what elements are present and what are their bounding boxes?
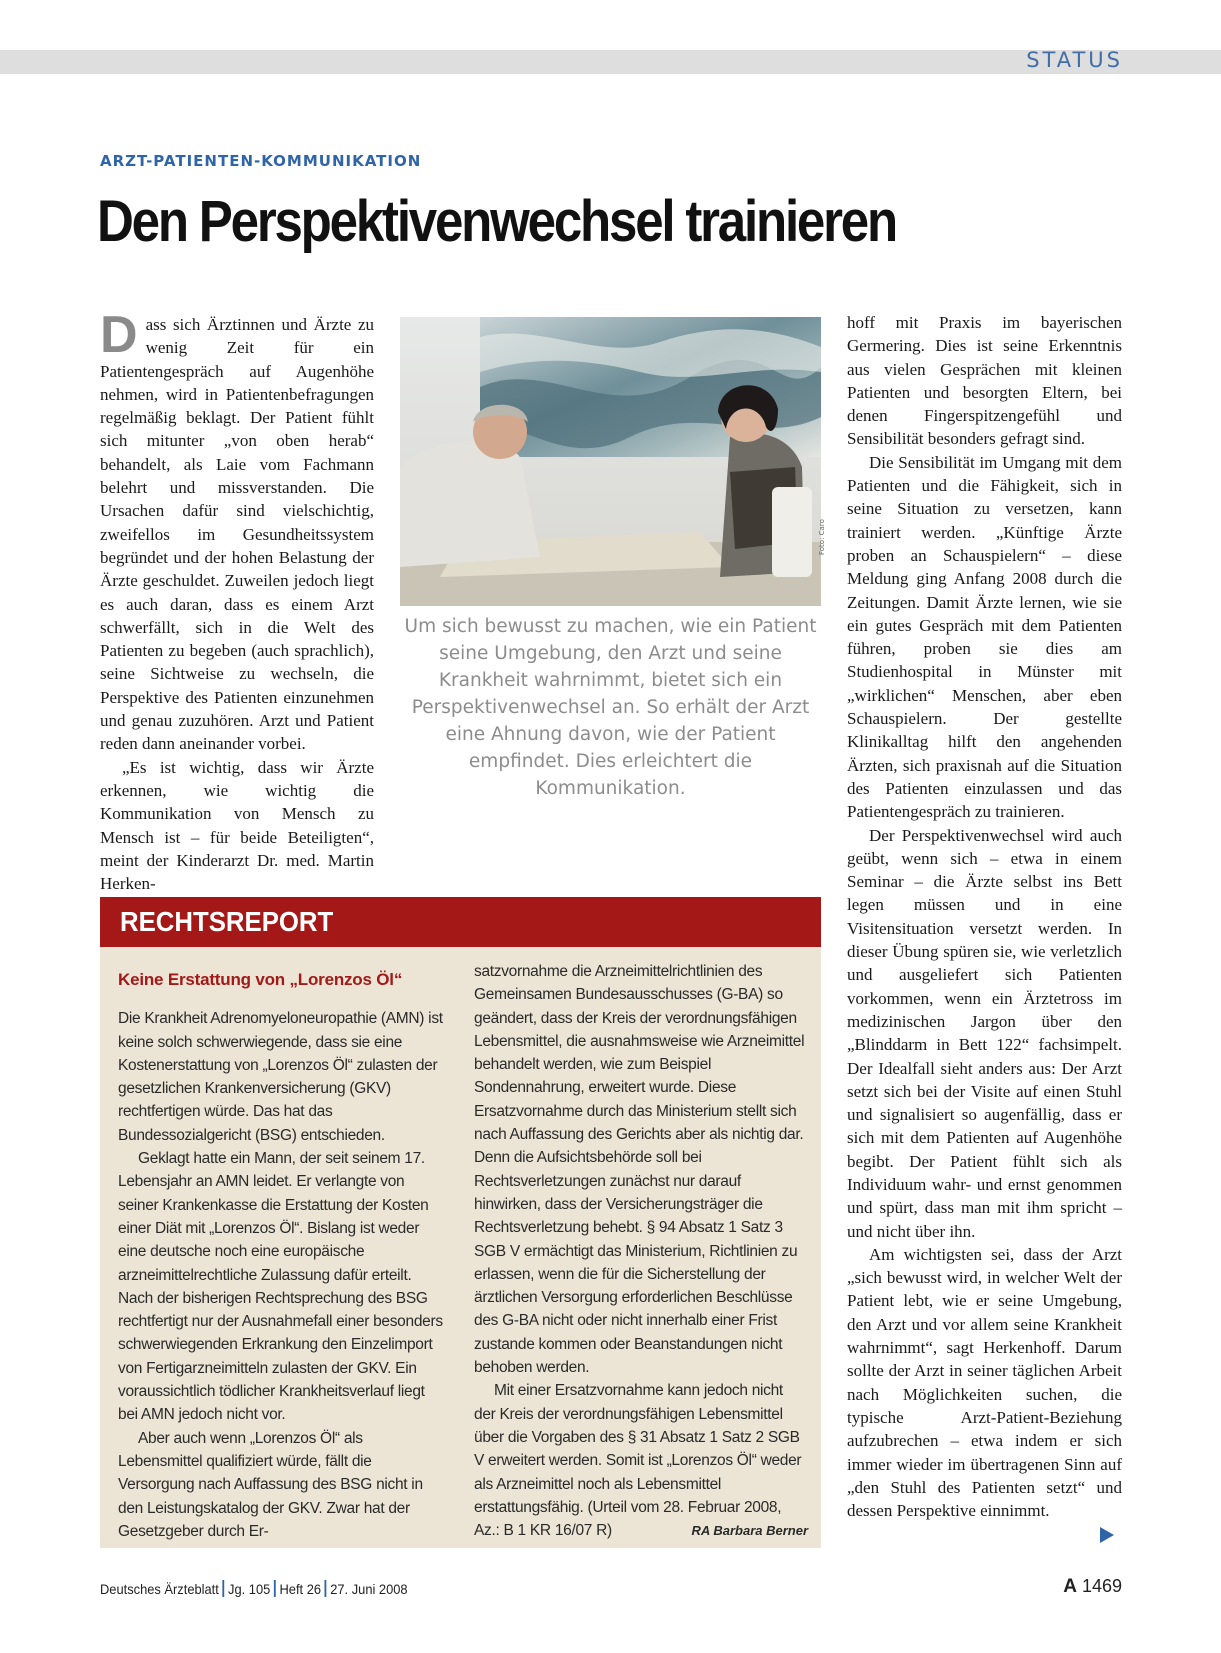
article-paragraph: Die Sensibilität im Umgang mit dem Patienten und die Fähigkeit, sich in seine Situation zu versetzen, kann trainiert werden. „Künftige Ärzte proben an Schauspielern“ – diese Meldung ging Anfang 2008 durch die Zeitungen. Damit Ärzte lernen, wie sie ein gutes Gespräch mit dem Patienten führen, proben sie dies am Studienhospital in Münster mit „wirklichen“ Menschen, aber eben Schauspielern. Der gestellte Klinikalltag hilft den angehenden Ärzten, sich praxisnah auf die Situation des Patienten einzulassen und das Patientengespräch zu trainieren. <box>847 452 1122 822</box>
article-paragraph: Am wichtigsten sei, dass der Arzt „sich bewusst wird, in welcher Welt der Patient lebt, wie er seine Umgebung, den Arzt und vor allem seine Krankheit wahrnimmt“, sagt Herkenhoff. Darum sollte der Arzt in seiner täglichen Arbeit nach Möglichkeiten suchen, die typische Arzt-Patient-Beziehung aufzubrechen – etwa indem er sich immer wieder im übertragenen Sinn auf „den Stuhl des Patienten setzt“ und dessen Perspektive einnimmt. <box>847 1244 1122 1521</box>
issue: Heft 26 <box>279 1581 322 1597</box>
footer-separator <box>223 1580 225 1597</box>
volume: Jg. 105 <box>228 1581 271 1597</box>
article-paragraph: hoff mit Praxis im bayerischen Germering. Dies ist seine Erkenntnis aus vielen Gesprächen mit kleinen Patienten und besorgten Eltern, bei denen Fingerspitzengefühl und Sensibilität besonders gefragt sind. <box>847 313 1122 449</box>
article-headline: Den Perspektivenwechsel trainieren <box>97 189 896 254</box>
article-paragraph: Dass sich Ärztinnen und Ärzte zu wenig Zeit für ein Patientengespräch auf Augenhöhe nehmen, wird in Patientenbefragungen regelmäßig beklagt. Der Patient fühlt sich mitunter „von oben herab“ behandelt, als Laie vom Fachmann belehrt und missverstanden. Die Ursachen dafür sind vielschichtig, zweifellos im Gesundheitssystem begründet und der hohen Belastung der Ärzte geschuldet. Zuweilen jedoch liegt es auch daran, dass es einem Arzt schwerfällt, sich in die Welt des Patienten zu begeben (auch sprachlich), seine Sichtweise zu wechseln, die Perspektive des Patienten einzunehmen und genau zuzuhören. Arzt und Patient reden dann aneinander vorbei. <box>100 306 374 754</box>
rechtsreport-paragraph: Geklagt hatte ein Mann, der seit seinem 17. Lebensjahr an AMN leidet. Er verlangte von seiner Krankenkasse die Erstattung der Kosten einer Diät mit „Lorenzos Öl“. Bislang ist weder eine deutsche noch eine europäische arzneimittelrechtliche Zulassung dafür erteilt. Nach der bisherigen Rechtsprechung des BSG rechtfertigt nur der Ausnahmefall einer besonders schwerwiegenden Erkrankung den Einzelimport von Fertigarzneimitteln zulasten der GKV. Ein voraussichtlich tödlicher Krankheitsverlauf liegt bei AMN jedoch nicht vor. <box>118 1150 443 1424</box>
article-photo <box>400 317 821 606</box>
rechtsreport-paragraph: Die Krankheit Adrenomyeloneuropathie (AMN) ist keine solch schwerwiegende, dass sie eine Kostenerstattung von „Lorenzos Öl“ zulasten der gesetzlichen Krankenversicherung (GKV) rechtfertigen würde. Das hat das Bundessozialgericht (BSG) entschieden. <box>118 1010 443 1144</box>
rechtsreport-title: RECHTSREPORT <box>120 906 334 937</box>
rechtsreport-paragraph: Mit einer Ersatzvornahme kann jedoch nicht der Kreis der verordnungsfähigen Lebensmittel über die Vorgaben des § 31 Absatz 1 Satz 2 SGB V erweitert werden. Somit ist „Lorenzos Öl“ weder als Arzneimittel noch als Lebensmittel erstattungsfähig. (Urteil vom 28. Februar 2008, Az.: B 1 KR 16/07 R) RA Barbara Berner <box>474 1379 808 1542</box>
rechtsreport-right-column <box>474 960 808 1542</box>
doctor-patient-photo-image <box>400 317 821 606</box>
publication-name: Deutsches Ärzteblatt <box>100 1581 219 1597</box>
section-label: STATUS <box>1026 48 1123 72</box>
article-paragraph: „Es ist wichtig, dass wir Ärzte erkennen, wie wichtig die Kommunikation von Mensch zu Mensch ist – für beide Beteiligten“, meint der Kinderarzt Dr. med. Martin Herken- <box>100 757 374 894</box>
drop-cap: D <box>100 306 138 364</box>
continue-arrow-icon <box>1100 1527 1114 1543</box>
photo-credit: Foto: Caro <box>818 519 826 555</box>
page-number <box>1063 1576 1122 1598</box>
article-kicker: ARZT-PATIENTEN-KOMMUNIKATION <box>100 152 422 170</box>
rechtsreport-paragraph: satzvornahme die Arzneimittelrichtlinien des Gemeinsamen Bundesausschusses (G-BA) so geändert, dass der Kreis der verordnungsfähigen Lebensmittel, die ausnahmsweise wie Arzneimittel behandelt werden, wie zum Beispiel Sondennahrung, erweitert wurde. Diese Ersatzvornahme durch das Ministerium stellt sich nach Auffassung des Gerichts aber als nichtig dar. Denn die Aufsichtsbehörde soll bei Rechtsverletzungen zunächst nur darauf hinwirken, dass der Versicherungsträger die Rechtsverletzung behebt. § 94 Absatz 1 Satz 3 SGB V ermächtigt das Ministerium, Richtlinien zu erlassen, wenn die für die Sicherstellung der ärztlichen Versorgung erforderlichen Beschlüsse des G-BA nicht oder nicht innerhalb einer Frist zustande kommen oder Beanstandungen nicht behoben werden. <box>474 963 805 1377</box>
article-paragraph: Der Perspektivenwechsel wird auch geübt, wenn sich – etwa in einem Seminar – die Ärzte selbst ins Bett legen müssen und in eine Visitensituation versetzt werden. In dieser Übung spüren sie, wie verletzlich und ausgeliefert sich Patienten vorkommen, wenn ein Ärztetross im medizinischen Jargon über den „Blinddarm in Bett 122“ fachsimpelt. Der Idealfall sieht anders aus: Der Arzt setzt sich bei der Visite auf einen Stuhl und signalisiert so augenfällig, dass er sich mit dem Patienten auf Augenhöhe begibt. Der Patient fühlt sich als Individuum wahr- und ernst genommen und spürt, dass man mit ihm spricht – und nicht über ihn. <box>847 825 1122 1241</box>
rechtsreport-author: RA Barbara Berner <box>691 1523 808 1539</box>
footer-publication-info <box>100 1580 408 1597</box>
footer-separator <box>274 1580 276 1597</box>
photo-caption: Um sich bewusst zu machen, wie ein Patient seine Umgebung, den Arzt und seine Krankheit wahrnimmt, bietet sich ein Perspektivenwechsel an. So erhält der Arzt eine Ahnung davon, wie der Patient empfindet. Dies erleichtert die Kommunikation. <box>404 616 817 799</box>
article-right-column <box>847 311 1122 1522</box>
rechtsreport-left-column <box>118 968 448 1543</box>
page-prefix: A <box>1063 1576 1077 1597</box>
article-left-column <box>100 306 374 895</box>
rechtsreport-banner <box>100 897 821 947</box>
footer-separator <box>325 1580 327 1597</box>
rechtsreport-heading: Keine Erstattung von „Lorenzos Öl“ <box>118 970 403 989</box>
page-number-value: 1469 <box>1081 1576 1122 1596</box>
rechtsreport-paragraph: Aber auch wenn „Lorenzos Öl“ als Lebensmittel qualifiziert würde, fällt die Versorgung nach Auffassung des BSG nicht in den Leistungskatalog der GKV. Zwar hat der Gesetzgeber durch Er- <box>118 1429 423 1540</box>
issue-date: 27. Juni 2008 <box>330 1581 408 1597</box>
